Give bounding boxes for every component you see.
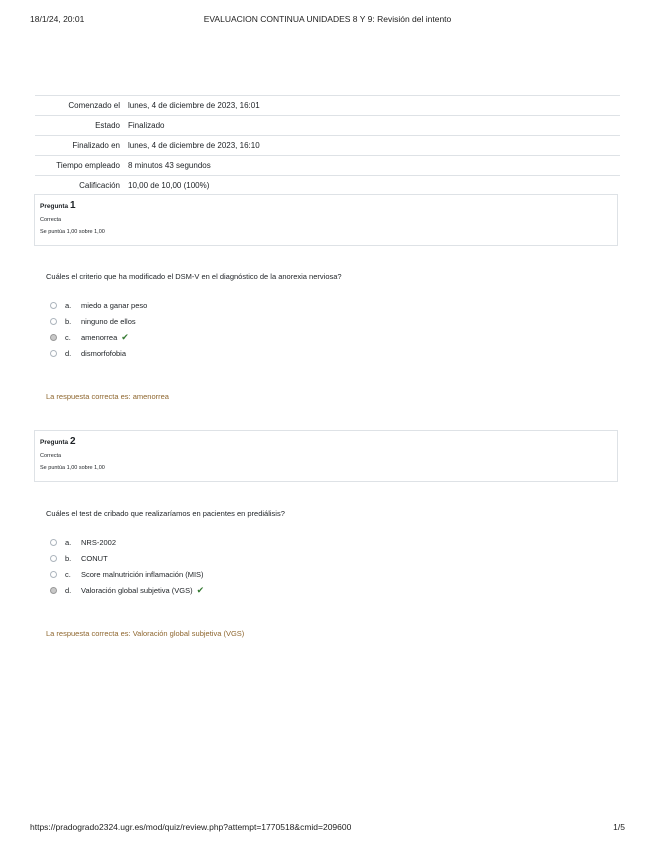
- question-number: [40, 200, 612, 211]
- print-date: 18/1/24, 20:01: [30, 14, 85, 24]
- summary-label: Finalizado en: [35, 136, 124, 156]
- radio-button[interactable]: [50, 302, 57, 309]
- answer-letter: b.: [65, 316, 72, 326]
- answer-text: Valoración global subjetiva (VGS): [81, 585, 193, 595]
- question-number-value: 2: [69, 436, 76, 447]
- summary-value: Finalizado: [124, 116, 620, 136]
- answer-list-2: [50, 534, 204, 598]
- summary-row-started: [35, 96, 620, 116]
- answer-option-selected[interactable]: [50, 582, 204, 598]
- page-title: EVALUACION CONTINUA UNIDADES 8 Y 9: Revisión del intento: [203, 14, 452, 24]
- answer-letter: b.: [65, 553, 72, 563]
- question-state: Correcta: [40, 217, 62, 223]
- answer-option[interactable]: [50, 550, 204, 566]
- page-url: https://pradogrado2324.ugr.es/mod/quiz/review.php?attempt=1770518&cmid=209600: [30, 822, 352, 832]
- summary-row-grade: [35, 176, 620, 196]
- answer-letter: a.: [65, 537, 72, 547]
- attempt-summary-table: [35, 95, 620, 195]
- answer-text: NRS-2002: [81, 537, 117, 547]
- summary-row-state: [35, 116, 620, 136]
- question-number-value: 1: [69, 200, 76, 211]
- summary-label: Tiempo empleado: [35, 156, 124, 176]
- question-info-1: [34, 194, 618, 246]
- radio-button-checked[interactable]: [50, 334, 57, 341]
- answer-text: dismorfofobia: [81, 348, 127, 358]
- answer-text: ninguno de ellos: [81, 316, 136, 326]
- right-answer-1: La respuesta correcta es: amenorrea: [46, 392, 169, 401]
- answer-option[interactable]: [50, 566, 204, 582]
- answer-option[interactable]: [50, 297, 147, 313]
- summary-row-finished: [35, 136, 620, 156]
- question-info-2: [34, 430, 618, 482]
- answer-text: Score malnutrición inflamación (MIS): [81, 569, 204, 579]
- answer-option[interactable]: [50, 534, 204, 550]
- check-icon: ✔: [196, 584, 205, 595]
- answer-option[interactable]: [50, 313, 147, 329]
- answer-text: amenorrea: [81, 332, 118, 342]
- summary-value: 10,00 de 10,00 (100%): [124, 176, 620, 196]
- answer-option-selected[interactable]: [50, 329, 147, 345]
- summary-label: Comenzado el: [35, 96, 124, 116]
- radio-button[interactable]: [50, 350, 57, 357]
- question-text-1: Cuáles el criterio que ha modificado el DSM-V en el diagnóstico de la anorexia nerviosa?: [46, 272, 342, 281]
- answer-list-1: [50, 297, 147, 361]
- answer-text: miedo a ganar peso: [81, 300, 148, 310]
- right-answer-2: La respuesta correcta es: Valoración global subjetiva (VGS): [46, 629, 245, 638]
- answer-letter: c.: [65, 569, 71, 579]
- answer-letter: d.: [65, 348, 72, 358]
- radio-button-checked[interactable]: [50, 587, 57, 594]
- question-state: Correcta: [40, 453, 62, 459]
- page-number: 1/5: [613, 822, 625, 832]
- summary-value: lunes, 4 de diciembre de 2023, 16:10: [124, 136, 620, 156]
- summary-label: Calificación: [35, 176, 124, 196]
- summary-value: lunes, 4 de diciembre de 2023, 16:01: [124, 96, 620, 116]
- question-label: Pregunta: [40, 203, 69, 210]
- radio-button[interactable]: [50, 318, 57, 325]
- answer-letter: c.: [65, 332, 71, 342]
- check-icon: ✔: [121, 331, 129, 342]
- question-grade: Se puntúa 1,00 sobre 1,00: [40, 465, 105, 471]
- summary-label: Estado: [35, 116, 124, 136]
- print-header: [30, 14, 625, 26]
- question-text-2: Cuáles el test de cribado que realizaríamos en pacientes en prediálisis?: [46, 509, 285, 518]
- print-footer: [30, 822, 625, 834]
- radio-button[interactable]: [50, 571, 57, 578]
- answer-letter: a.: [65, 300, 72, 310]
- summary-row-time: [35, 156, 620, 176]
- answer-letter: d.: [65, 585, 72, 595]
- question-grade: Se puntúa 1,00 sobre 1,00: [40, 229, 105, 235]
- question-label: Pregunta: [40, 439, 69, 446]
- answer-option[interactable]: [50, 345, 147, 361]
- question-number: [40, 436, 612, 447]
- radio-button[interactable]: [50, 539, 57, 546]
- summary-value: 8 minutos 43 segundos: [124, 156, 620, 176]
- answer-text: CONUT: [81, 553, 108, 563]
- radio-button[interactable]: [50, 555, 57, 562]
